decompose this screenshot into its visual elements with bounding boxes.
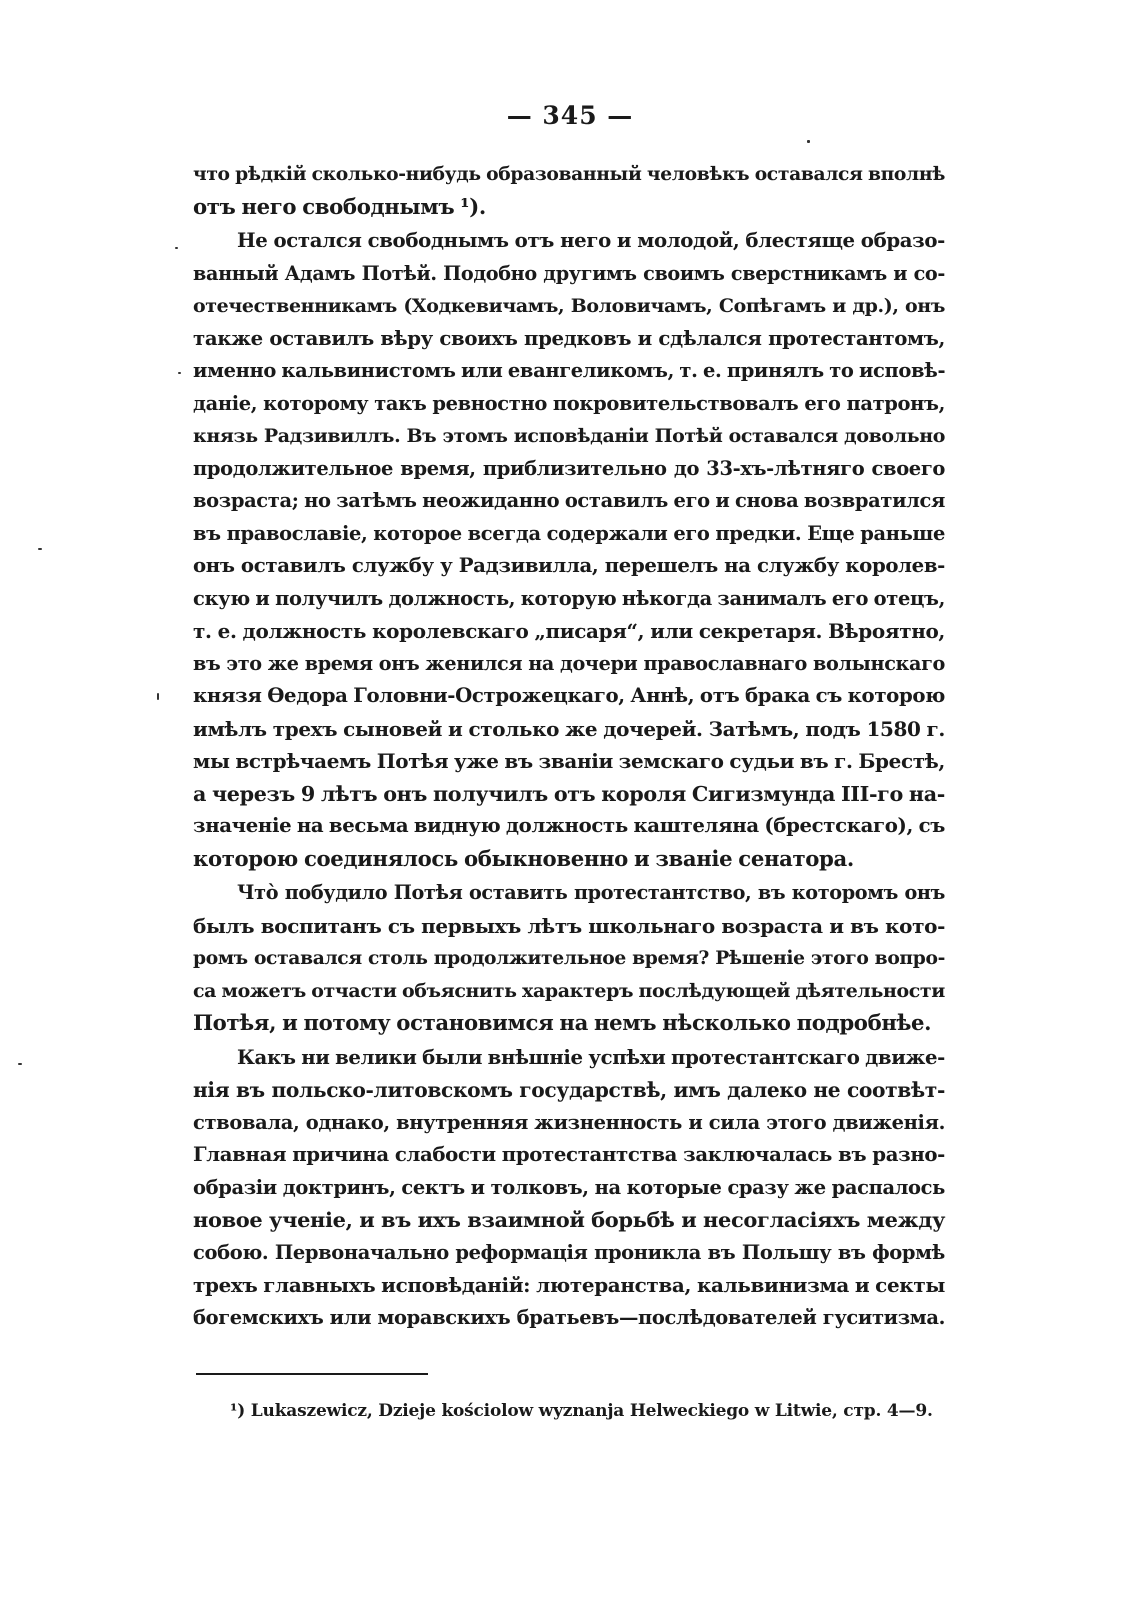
text-line: возраста; но затѣмъ неожиданно оставилъ его и снова возвратился: [193, 489, 945, 512]
text-line: въ православіе, которое всегда содержали его предки. Еще раньше: [193, 521, 945, 545]
text-line: былъ воспитанъ съ первыхъ лѣтъ школьнаго возраста и въ кото-: [193, 913, 945, 938]
paragraph: [193, 158, 945, 223]
scan-speck: [18, 1063, 22, 1065]
text-line: князь Радзивиллъ. Въ этомъ исповѣданіи Потѣй оставался довольно: [193, 425, 945, 447]
text-line: даніе, которому такъ ревностно покровительствовалъ его патронъ,: [193, 391, 945, 415]
text-line: а черезъ 9 лѣтъ онъ получилъ отъ короля Сигизмунда III-го на-: [193, 781, 945, 806]
text-line: отъ него свободнымъ ¹).: [193, 193, 486, 219]
text-line: также оставилъ вѣру своихъ предковъ и сдѣлался протестантомъ,: [193, 326, 945, 350]
text-line: трехъ главныхъ исповѣданій: лютеранства, кальвинизма и секты: [193, 1273, 945, 1297]
footnote-rule: [196, 1373, 428, 1375]
text-line: въ это же время онъ женился на дочери православнаго волынскаго: [193, 651, 945, 675]
paragraph: [193, 877, 945, 1040]
text-line: Не остался свободнымъ отъ него и молодой, блестяще образо-: [237, 229, 945, 252]
page-number: — 345 —: [506, 101, 634, 130]
text-line: собою. Первоначально реформація проникла въ Польшу въ формѣ: [193, 1240, 945, 1264]
paragraph: [193, 1042, 945, 1335]
text-line: что рѣдкій сколько-нибудь образованный человѣкъ оставался вполнѣ: [193, 163, 945, 185]
text-line: значеніе на весьма видную должность каштеляна (брестскаго), съ: [193, 814, 945, 837]
scan-speck: [38, 548, 42, 550]
text-line: продолжительное время, приблизительно до 33-хъ-лѣтняго своего: [193, 456, 945, 480]
text-line: Чтò побудило Потѣя оставить протестантство, въ которомъ онъ: [237, 881, 945, 904]
body-text: [193, 158, 945, 1334]
text-line: Потѣя, и потому остановимся на немъ нѣсколько подробнѣе.: [193, 1010, 932, 1035]
text-line: нія въ польско-литовскомъ государствѣ, имъ далеко не соотвѣт-: [193, 1078, 945, 1102]
text-line: богемскихъ или моравскихъ братьевъ—послѣдователей гуситизма.: [193, 1305, 945, 1329]
text-line: са можетъ отчасти объяснить характеръ послѣдующей дѣятельности: [193, 979, 945, 1002]
text-line: ромъ оставался столь продолжительное время? Рѣшеніе этого вопро-: [193, 947, 945, 969]
text-line: которою соединялось обыкновенно и званіе сенатора.: [193, 845, 854, 871]
text-line: отечественникамъ (Ходкевичамъ, Воловичамъ, Сопѣгамъ и др.), онъ: [193, 295, 945, 317]
paragraph: [193, 225, 945, 875]
scan-speck: [807, 140, 810, 143]
text-line: Главная причина слабости протестантства заключалась въ разно-: [193, 1143, 945, 1166]
text-line: мы встрѣчаемъ Потѣя уже въ званіи земскаго судьи въ г. Брестѣ,: [193, 749, 945, 773]
text-line: ванный Адамъ Потѣй. Подобно другимъ своимъ сверстникамъ и со-: [193, 261, 945, 285]
text-line: ствовала, однако, внутренняя жизненность и сила этого движенія.: [193, 1110, 945, 1134]
text-line: онъ оставилъ службу у Радзивилла, перешелъ на службу королев-: [193, 554, 945, 577]
scan-speck: [157, 693, 159, 700]
scan-speck: [178, 372, 181, 374]
footnote: ¹) Lukaszewicz, Dzieje kościolow wyznanja Helweckiego w Litwie, стр. 4—9.: [230, 1401, 933, 1421]
scan-speck: [175, 247, 178, 249]
text-line: скую и получилъ должность, которую нѣкогда занималъ его отецъ,: [193, 586, 945, 610]
text-line: т. е. должность королевскаго „писаря“, или секретаря. Вѣроятно,: [193, 619, 945, 643]
text-line: новое ученіе, и въ ихъ взаимной борьбѣ и несогласіяхъ между: [193, 1207, 945, 1232]
text-line: князя Ѳедора Головни-Острожецкаго, Аннѣ, отъ брака съ которою: [193, 684, 945, 707]
text-line: имѣлъ трехъ сыновей и столько же дочерей. Затѣмъ, подъ 1580 г.: [193, 716, 945, 741]
text-line: Какъ ни велики были внѣшніе успѣхи протестантскаго движе-: [237, 1045, 945, 1069]
text-line: образіи доктринъ, сектъ и толковъ, на которые сразу же распалось: [193, 1175, 945, 1199]
text-line: именно кальвинистомъ или евангеликомъ, т. е. принялъ то исповѣ-: [193, 359, 946, 382]
